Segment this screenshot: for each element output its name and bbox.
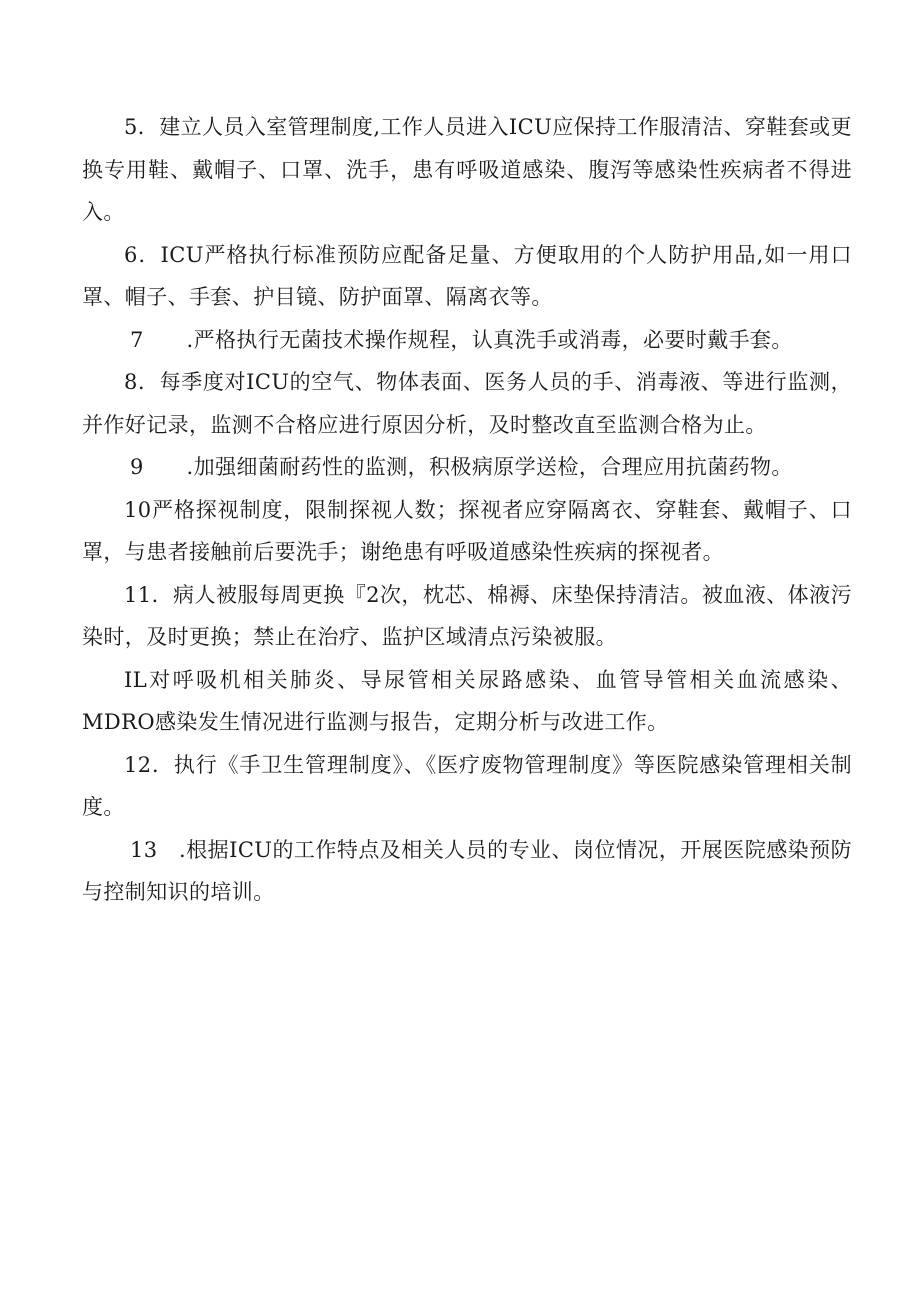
paragraph-il: IL对呼吸机相关肺炎、导尿管相关尿路感染、血管导管相关血流感染、MDRO感染发生情况进行监测与报告，定期分析与改进工作。 xyxy=(82,667,852,734)
document-page xyxy=(82,106,852,914)
paragraph-5: 5．建立人员入室管理制度,工作人员进入ICU应保持工作服清洁、穿鞋套或更换专用鞋、戴帽子、口罩、洗手，患有呼吸道感染、腹泻等感染性疾病者不得进入。 xyxy=(82,115,852,224)
paragraph-7: 7 .严格执行无菌技术操作规程，认真洗手或消毒，必要时戴手套。 xyxy=(130,327,793,352)
paragraph-10: 10严格探视制度，限制探视人数；探视者应穿隔离衣、穿鞋套、戴帽子、口罩，与患者接触前后要洗手；谢绝患有呼吸道感染性疾病的探视者。 xyxy=(82,497,852,564)
paragraph-11: 11．病人被服每周更换『2次，枕芯、棉褥、床垫保持清洁。被血液、体液污染时，及时更换；禁止在治疗、监护区域清点污染被服。 xyxy=(82,582,852,649)
paragraph-6: 6．ICU严格执行标准预防应配备足量、方便取用的个人防护用品,如一用口罩、帽子、手套、护目镜、防护面罩、隔离衣等。 xyxy=(82,242,852,309)
paragraph-12: 12．执行《手卫生管理制度》、《医疗废物管理制度》等医院感染管理相关制度。 xyxy=(82,752,852,819)
paragraph-8: 8．每季度对ICU的空气、物体表面、医务人员的手、消毒液、等进行监测，并作好记录，监测不合格应进行原因分析，及时整改直至监测合格为止。 xyxy=(82,370,852,437)
paragraph-9: 9 .加强细菌耐药性的监测，积极病原学送检，合理应用抗菌药物。 xyxy=(130,455,793,479)
paragraph-13: 13 .根据ICU的工作特点及相关人员的专业、岗位情况，开展医院感染预防与控制知识的培训。 xyxy=(82,837,852,904)
